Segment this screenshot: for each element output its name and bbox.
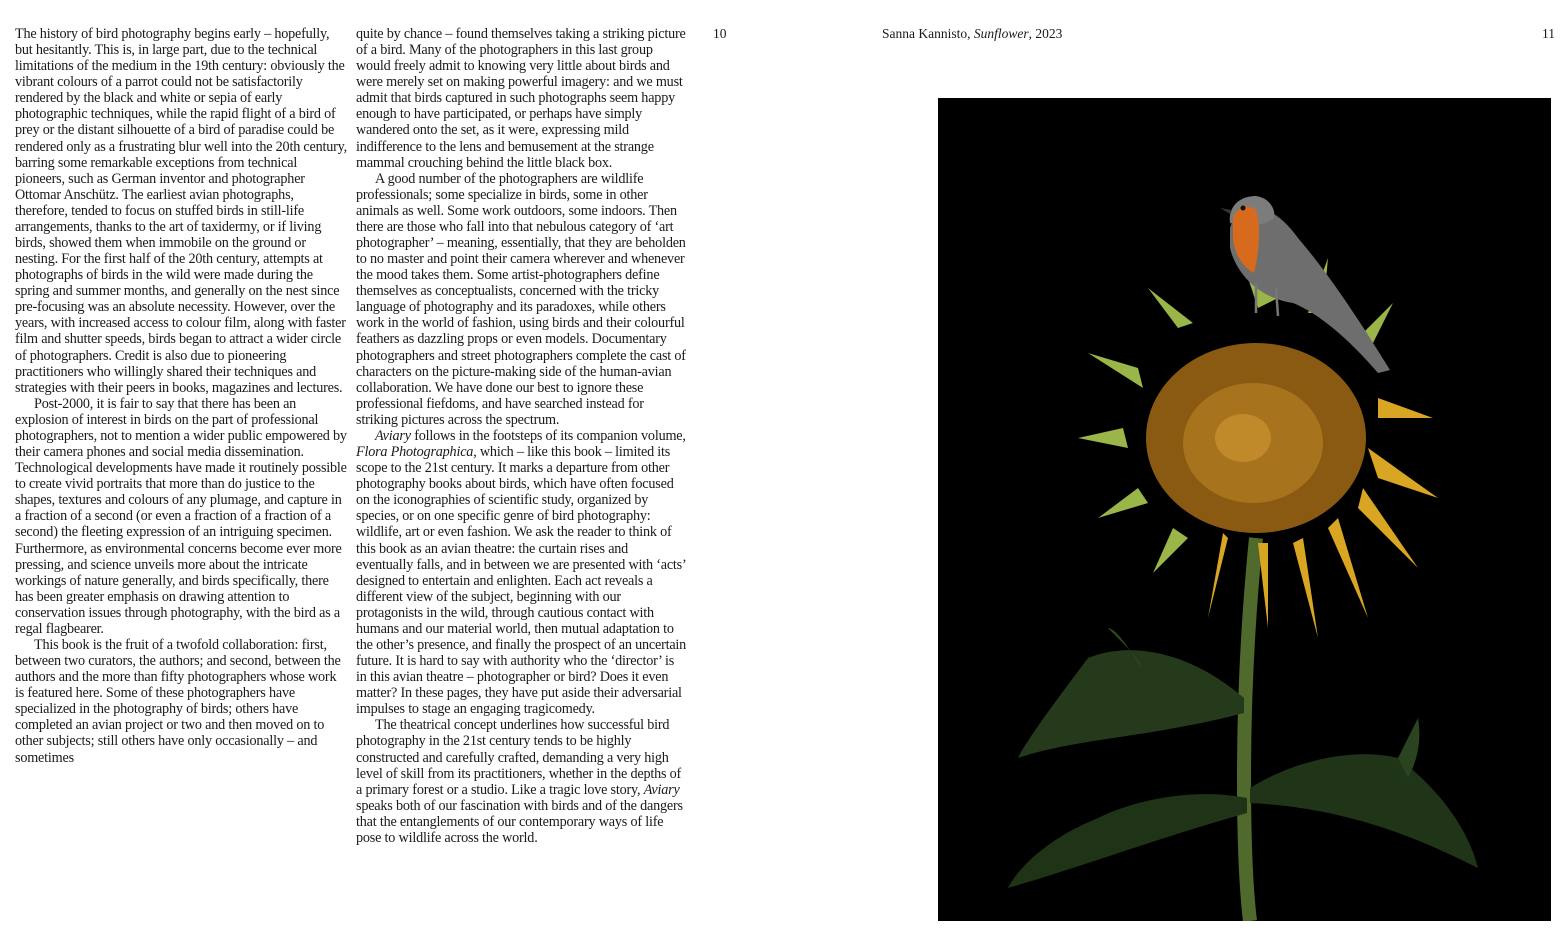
paragraph: [356, 717, 688, 846]
text-run: follows in the footsteps of its companion volume,: [410, 427, 686, 444]
paragraph: A good number of the photographers are wildlife professionals; some specialize in birds, some in other animals as well. Some work outdoors, some indoors. Then there are those who fall into that nebulous category of ‘art photographer’ – meaning, essentially, that they are beholden to no master and point their camera wherever and whenever the mood takes them. Some artist-photographers define themselves as conceptualists, concerned with the tricky language of photography and its paradoxes, while others work in the world of fashion, using birds and their colourful feathers as dazzling props or even models. Documentary photographers and street photographers complete the cast of characters on the picture-making side of the human-avian collaboration. We have done our best to ignore these professional fiefdoms, and have searched instead for striking pictures across the spectrum.: [356, 170, 686, 428]
text-column-left: [15, 26, 347, 766]
paragraph: Post-2000, it is fair to say that there has been an explosion of interest in birds on the part of professional photographers, not to mention a wider public empowered by their camera phones and social media dissemination. Technological developments have made it routinely possible to create vivid portraits that more than do justice to the shapes, textures and colours of any plumage, and capture in a fraction of a second (or even a fraction of a fraction of a second) the fleeting expression of an intriguing specimen. Furthermore, as environmental concerns become ever more pressing, and science unveils more about the intricate workings of nature generally, and birds specifically, there has been greater emphasis on drawing attention to conservation issues through photography, with the bird as a regal flagbearer.: [15, 395, 347, 637]
artist-name: Sanna Kannisto,: [882, 26, 974, 41]
text-run: speaks both of our fascination with birds and of the dangers that the entanglements of our contemporary ways of life pose to wildlife across the world.: [356, 797, 683, 846]
robin-sunflower-image: [938, 98, 1551, 921]
book-title: Aviary: [643, 781, 680, 798]
artwork-title: Sunflower: [973, 26, 1029, 41]
paragraph: This book is the fruit of a twofold collaboration: first, between two curators, the authors; and second, between the authors and the more than fifty photographers whose work is featured here. Some of these photographers have specialized in the photography of birds; others have completed an avian project or two and then moved on to other subjects; still others have only occasionally – and sometimes: [15, 636, 341, 766]
book-title: Flora Photographica: [356, 444, 474, 461]
paragraph: quite by chance – found themselves taking a striking picture of a bird. Many of the photographers in this last group would freely admit to knowing very little about birds and were merely set on making powerful imagery: and we must admit that birds captured in such photographs seem happy enough to have participated, or perhaps have simply wandered onto the set, as it were, expressing mild indifference to the lens and bemusement at the strange mammal crouching behind the little black box.: [356, 26, 686, 171]
text-run: , which – like this book – limited its scope to the 21st century. It marks a departure from other photography books about birds, which have often focused on the iconographies of scientific study, organized by species, or on one specific genre of bird photography: wildlife, art or even fashion. We ask the reader to think of this book as an avian theatre: the curtain rises and eventually falls, and in between we are presented with ‘acts’ designed to entertain and enlighten. Each act reveals a different view of the subject, beginning with our protagonists in the wild, through cautious contact with humans and our material world, then mutual adaptation to the other’s presence, and finally the prospect of an uncertain future. It is hard to say with authority who the ‘director’ is in this avian theatre – photographer or bird? Does it even matter? In these pages, they have put aside their adversarial impulses to stage an engaging tragicomedy.: [356, 444, 687, 718]
book-title: Aviary: [375, 427, 411, 444]
page-number-right: 11: [1542, 26, 1555, 41]
paragraph: [356, 428, 688, 717]
photo-caption: [882, 26, 1062, 42]
page-number-left: 10: [713, 26, 727, 41]
text-run: The theatrical concept underlines how successful bird photography in the 21st century tends to be highly constructed and carefully crafted, demanding a very high level of skill from its practitioners, whether in the depths of a primary forest or a studio. Like a tragic love story,: [356, 717, 682, 798]
artwork-year: , 2023: [1028, 26, 1063, 41]
paragraph: The history of bird photography begins early – hopefully, but hesitantly. This is, in large part, due to the technical limitations of the medium in the 19th century: obviously the vibrant colours of a parrot could not be satisfactorily rendered by the black and white or sepia of early photographic techniques, while the rapid flight of a bird of prey or the distant silhouette of a bird of paradise could be rendered only as a frustrating blur well into the 20th century, barring some remarkable exceptions from technical pioneers, such as German inventor and photographer Ottomar Anschütz. The earliest avian photographs, therefore, tended to focus on stuffed birds in still-life arrangements, thanks to the art of taxidermy, or if living birds, showed them when immobile on the ground or nesting. For the first half of the 20th century, attempts at photographs of birds in the wild were made during the spring and summer months, and generally on the nest since pre-focusing was an absolute necessity. However, over the years, with increased access to colour film, along with faster film and shutter speeds, birds began to attract a wider circle of photographers. Credit is also due to pioneering practitioners who willingly shared their techniques and strategies with their peers in books, magazines and lectures.: [15, 26, 348, 396]
text-column-right: [356, 26, 688, 846]
photograph: [938, 98, 1551, 921]
